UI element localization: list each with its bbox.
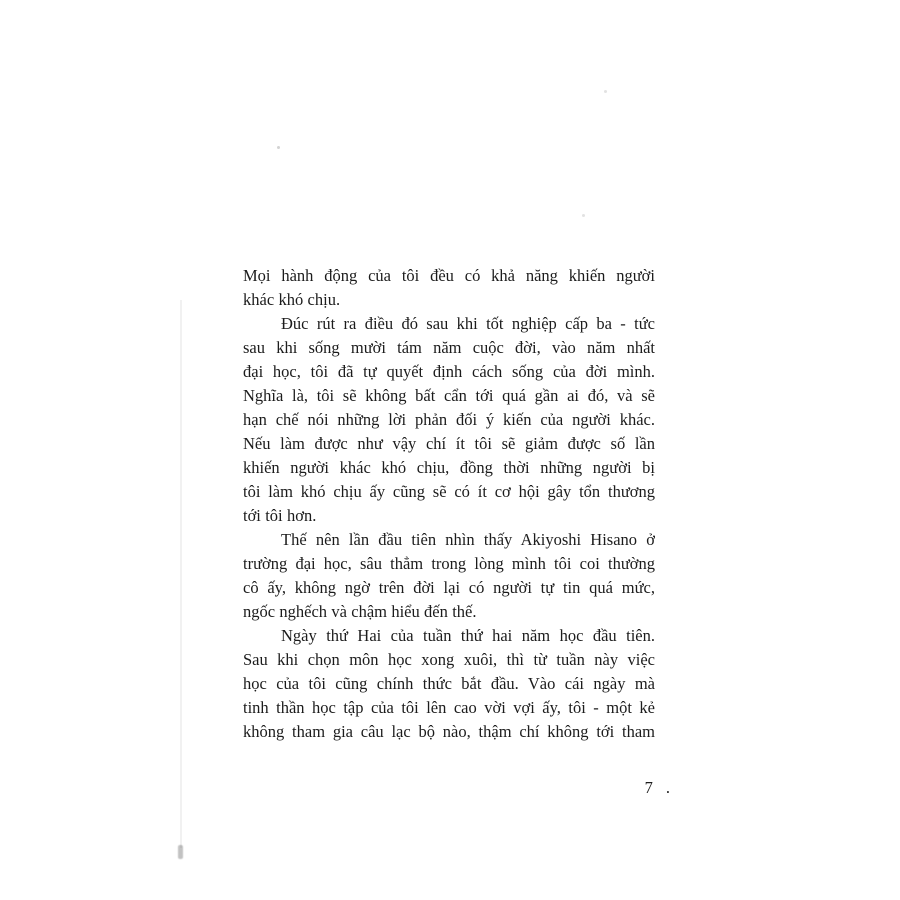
- page-number-value: 7: [644, 778, 653, 797]
- page-text: [243, 264, 655, 744]
- text-line-19: tinh thần học tập của tôi lên cao vời vợi ấy, tôi - một kẻ: [243, 698, 655, 717]
- page-number: [570, 776, 670, 800]
- text-line-6: Nghĩa là, tôi sẽ không bất cẩn tới quá gần ai đó, và sẽ: [243, 386, 655, 405]
- text-line-8: Nếu làm được như vậy chí ít tôi sẽ giảm được số lần: [243, 434, 655, 453]
- scan-speck: [582, 214, 585, 217]
- text-line-10: tôi làm khó chịu ấy cũng sẽ có ít cơ hội gây tổn thương: [243, 482, 655, 501]
- text-line-20: không tham gia câu lạc bộ nào, thậm chí không tới tham: [243, 722, 655, 741]
- text-line-4: sau khi sống mười tám năm cuộc đời, vào năm nhất: [243, 338, 655, 357]
- text-line-9: khiến người khác khó chịu, đồng thời những người bị: [243, 458, 655, 477]
- text-line-14: cô ấy, không ngờ trên đời lại có người tự tin quá mức,: [243, 578, 655, 597]
- text-line-3: Đúc rút ra điều đó sau khi tốt nghiệp cấp ba - tức: [281, 314, 655, 333]
- page-number-dot: .: [665, 778, 670, 797]
- scan-speck: [604, 90, 607, 93]
- scan-edge-streak: [180, 300, 182, 848]
- scan-smudge: [178, 845, 183, 859]
- text-line-11: tới tôi hơn.: [243, 506, 317, 525]
- text-line-5: đại học, tôi đã tự quyết định cách sống của đời mình.: [243, 362, 655, 381]
- text-line-1: Mọi hành động của tôi đều có khả năng khiến người: [243, 266, 655, 285]
- text-line-17: Sau khi chọn môn học xong xuôi, thì từ tuần này việc: [243, 650, 655, 669]
- text-line-18: học của tôi cũng chính thức bắt đầu. Vào cái ngày mà: [243, 674, 655, 693]
- text-line-15: ngốc nghếch và chậm hiểu đến thế.: [243, 602, 477, 621]
- text-line-13: trường đại học, sâu thẳm trong lòng mình tôi coi thường: [243, 554, 655, 573]
- text-line-7: hạn chế nói những lời phản đối ý kiến của người khác.: [243, 410, 655, 429]
- text-line-16: Ngày thứ Hai của tuần thứ hai năm học đầu tiên.: [281, 626, 655, 645]
- text-line-2: khác khó chịu.: [243, 290, 341, 309]
- text-line-12: Thế nên lần đầu tiên nhìn thấy Akiyoshi Hisano ở: [281, 530, 655, 549]
- scan-speck: [277, 146, 280, 149]
